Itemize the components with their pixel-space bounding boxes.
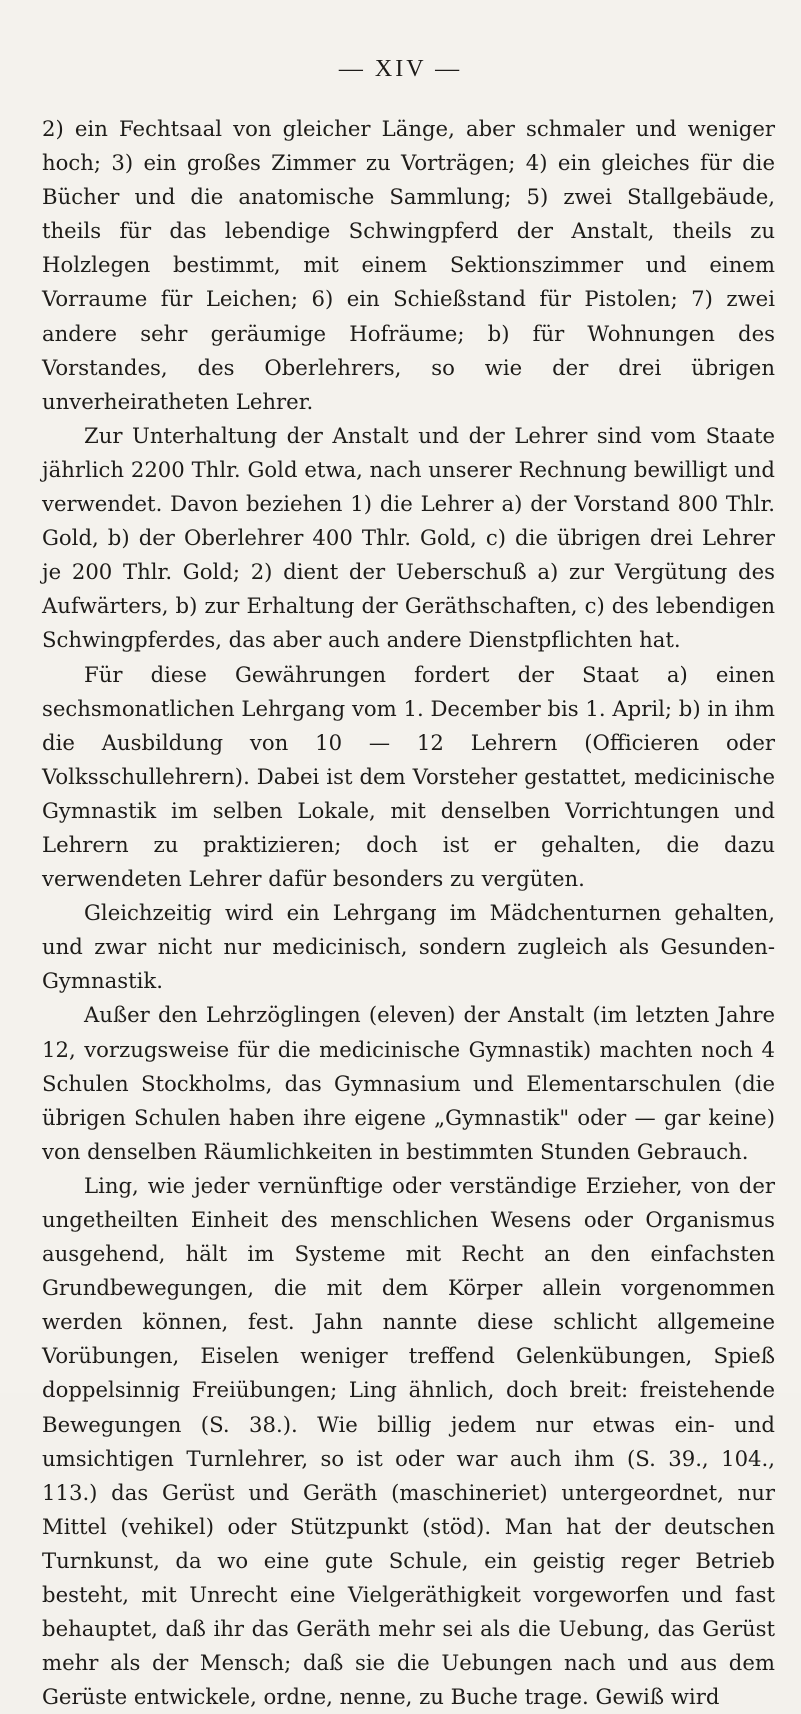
page-number: — XIV — [338,56,463,82]
paragraph-3: Für diese Gewährungen fordert der Staat a) einen sechsmonatlichen Lehrgang vom 1. December bis 1. April; b) in ihm die Ausbildung von 10 — 12 Lehrern (Officieren oder Volksschullehrern). Dabei ist dem Vorsteher gestattet, medicinische Gymnastik im selben Lokale, mit denselben Vorrichtungen und Lehrern zu praktizieren; doch ist er gehalten, die dazu verwendeten Lehrer dafür besonders zu vergüten. [42,661,775,892]
paragraph-5: Außer den Lehrzöglingen (eleven) der Anstalt (im letzten Jahre 12, vorzugsweise für die medicinische Gymnastik) machten noch 4 Schulen Stockholms, das Gymnasium und Elementarschulen (die übrigen Schulen haben ihre eigene „Gymnastik" oder — gar keine) von denselben Räumlichkeiten in bestimmten Stunden Gebrauch. [42,1002,775,1164]
paragraph-6: Ling, wie jeder vernünftige oder verständige Erzieher, von der ungetheilten Einheit des menschlichen Wesens oder Organismus ausgehend, hält im Systeme mit Recht an den einfachsten Grundbewegungen, die mit dem Körper allein vorgenommen werden können, fest. Jahn nannte diese schlicht allgemeine Vorübungen, Eiselen weniger treffend Gelenkübungen, Spieß doppelsinnig Freiübungen; Ling ähnlich, doch breit: freistehende Bewegungen (S. 38.). Wie billig jedem nur etwas ein- und umsichtigen Turnlehrer, so ist oder war auch ihm (S. 39., 104., 113.) das Gerüst und Geräth (maschineriet) untergeordnet, nur Mittel (vehikel) oder Stützpunkt (stöd). Man hat der deutschen Turnkunst, da wo eine gute Schule, ein geistig reger Betrieb besteht, mit Unrecht eine Vielgeräthigkeit vorgeworfen und fast behauptet, daß ihr das Geräth mehr sei als die Uebung, das Gerüst mehr als der Mensch; daß sie die Uebungen nach und aus dem Gerüste entwickele, ordne, nenne, zu Buche trage. Gewiß wird [42,1172,775,1710]
page-text [42,112,775,1714]
paragraph-4: Gleichzeitig wird ein Lehrgang im Mädchenturnen gehalten, und zwar nicht nur medicinisch, sondern zugleich als Gesunden-Gymnastik. [42,900,775,994]
paragraph-1: 2) ein Fechtsaal von gleicher Länge, aber schmaler und weniger hoch; 3) ein großes Zimmer zu Vorträgen; 4) ein gleiches für die Bücher und die anatomische Sammlung; 5) zwei Stallgebäude, theils für das lebendige Schwingpferd der Anstalt, theils zu Holzlegen bestimmt, mit einem Sektionszimmer und einem Vorraume für Leichen; 6) ein Schießstand für Pistolen; 7) zwei andere sehr geräumige Hofräume; b) für Wohnungen des Vorstandes, des Oberlehrers, so wie der drei übrigen unverheiratheten Lehrer. [42,116,775,414]
paragraph-2: Zur Unterhaltung der Anstalt und der Lehrer sind vom Staate jährlich 2200 Thlr. Gold etwa, nach unserer Rechnung bewilligt und verwendet. Davon beziehen 1) die Lehrer a) der Vorstand 800 Thlr. Gold, b) der Oberlehrer 400 Thlr. Gold, c) die übrigen drei Lehrer je 200 Thlr. Gold; 2) dient der Ueberschuß a) zur Vergütung des Aufwärters, b) zur Erhaltung der Geräthschaften, c) des lebendigen Schwingpferdes, das aber auch andere Dienstpflichten hat. [42,422,775,653]
